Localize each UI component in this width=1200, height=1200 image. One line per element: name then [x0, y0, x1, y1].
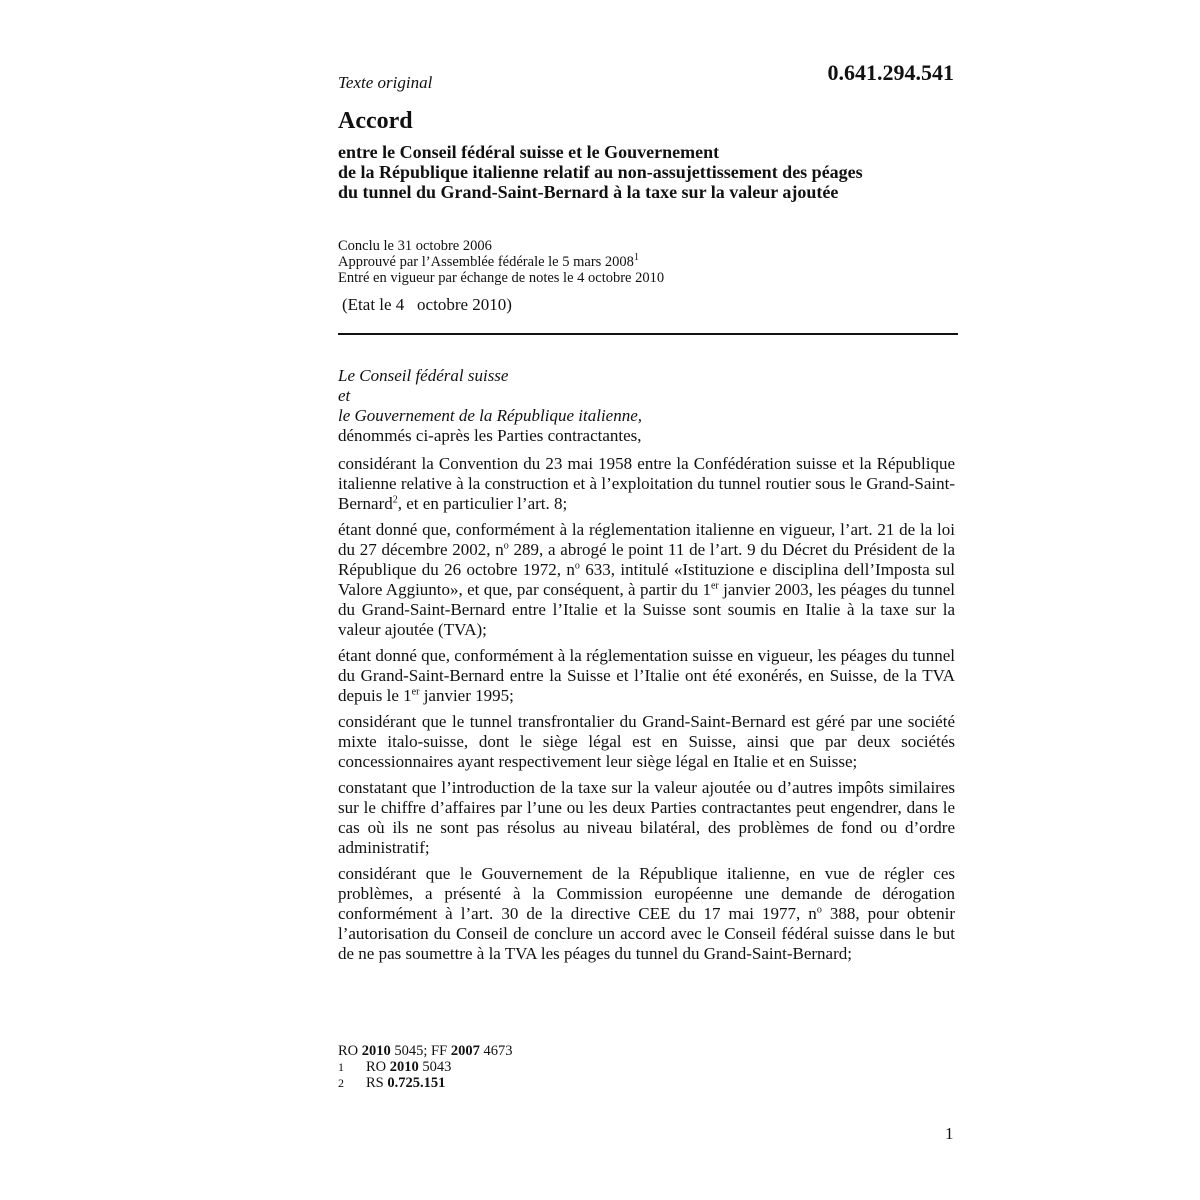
paragraph: considérant la Convention du 23 mai 1958 entre la Confédération suisse et la République italienne relative à la construction et à l’exploitation du tunnel routier sous le Grand-Saint-Bernard$^2$, et en particulier l’art. 8;	[338, 454, 955, 513]
paragraph: considérant que le Gouvernement de la République italienne, en vue de régler ces problèmes, a présenté à la Commission européenne une demande de dérogation conformément à l’art. 30 de la directive CEE du 17 mai 1977, $n^o$ 388, pour obtenir l’autorisation du Conseil de conclure un accord avec le Conseil fédéral suisse dans le but de ne pas soumettre à la TVA les péages du tunnel du Grand-Saint-Bernard;	[338, 864, 955, 963]
party-italian: le Gouvernement de la République italienne,	[338, 406, 643, 425]
preamble-body	[338, 454, 955, 970]
subtitle-line: entre le Conseil fédéral suisse et le Gouvernement	[338, 142, 720, 162]
dates-block	[338, 238, 664, 286]
concluded-date: Conclu le 31 octobre 2006	[338, 238, 492, 254]
subtitle-line: de la République italienne relatif au non-assujettissement des péages	[338, 162, 863, 182]
footnote-1: 1 RO 2010 5043	[338, 1059, 452, 1075]
conjunction: et	[338, 386, 351, 405]
footnote-2: 2 RS 0.725.151	[338, 1075, 446, 1091]
document-subtitle	[338, 142, 958, 202]
paragraph: étant donné que, conformément à la réglementation italienne en vigueur, l’art. 21 de la loi du 27 décembre 2002, $n^o$ 289, a abrogé le point 11 de l’art. 9 du Décret du Président de la République du 26 octobre 1972, $n^o$ 633, intitulé «Istituzione e disciplina dell’Imposta sul Valore Aggiunto», et que, par conséquent, à partir du 1er janvier 2003, les péages du tunnel du Grand-Saint-Bernard entre l’Italie et la Suisse sont soumis en Italie à la taxe sur la valeur ajoutée (TVA);	[338, 520, 955, 639]
original-text-label: Texte original	[338, 73, 433, 92]
document-number: 0.641.294.541	[827, 60, 954, 85]
paragraph: considérant que le tunnel transfrontalier du Grand-Saint-Bernard est géré par une société mixte italo-suisse, dont le siège légal est en Suisse, ainsi que par deux sociétés concessionnaires ayant respectivement leur siège légal en Italie et en Suisse;	[338, 712, 955, 771]
paragraph: constatant que l’introduction de la taxe sur la valeur ajoutée ou d’autres impôts similaires sur le chiffre d’affaires par l’une ou les deux Parties contractantes peut engendrer, dans le cas où ils ne sont pas résolus au niveau bilatéral, des problèmes de fond ou d’ordre administratif;	[338, 778, 955, 857]
paragraph: étant donné que, conformément à la réglementation suisse en vigueur, les péages du tunnel du Grand-Saint-Bernard entre la Suisse et l’Italie ont été exonérés, en Suisse, de la TVA depuis le 1er janvier 1995;	[338, 646, 955, 705]
footnote-ref[interactable]: 2	[392, 494, 398, 506]
footnotes	[338, 1043, 512, 1091]
entered-date: Entré en vigueur par échange de notes le 4 octobre 2010	[338, 270, 665, 286]
approved-date: Approuvé par l’Assemblée fédérale le 5 mars 2008$^1$	[338, 252, 639, 270]
party-swiss: Le Conseil fédéral suisse	[338, 366, 509, 385]
page-number: 1	[945, 1124, 954, 1143]
parties-designation: dénommés ci-après les Parties contractantes,	[338, 426, 642, 445]
publication-reference: RO 2010 5045; FF 2007 4673	[338, 1043, 513, 1059]
document-title: Accord	[338, 108, 413, 134]
preamble-parties	[338, 366, 642, 446]
footnote-ref[interactable]: 1	[633, 252, 639, 264]
state-date: (Etat le 4 octobre 2010)	[342, 295, 512, 314]
subtitle-line: du tunnel du Grand-Saint-Bernard à la taxe sur la valeur ajoutée	[338, 182, 839, 202]
divider	[338, 333, 958, 335]
